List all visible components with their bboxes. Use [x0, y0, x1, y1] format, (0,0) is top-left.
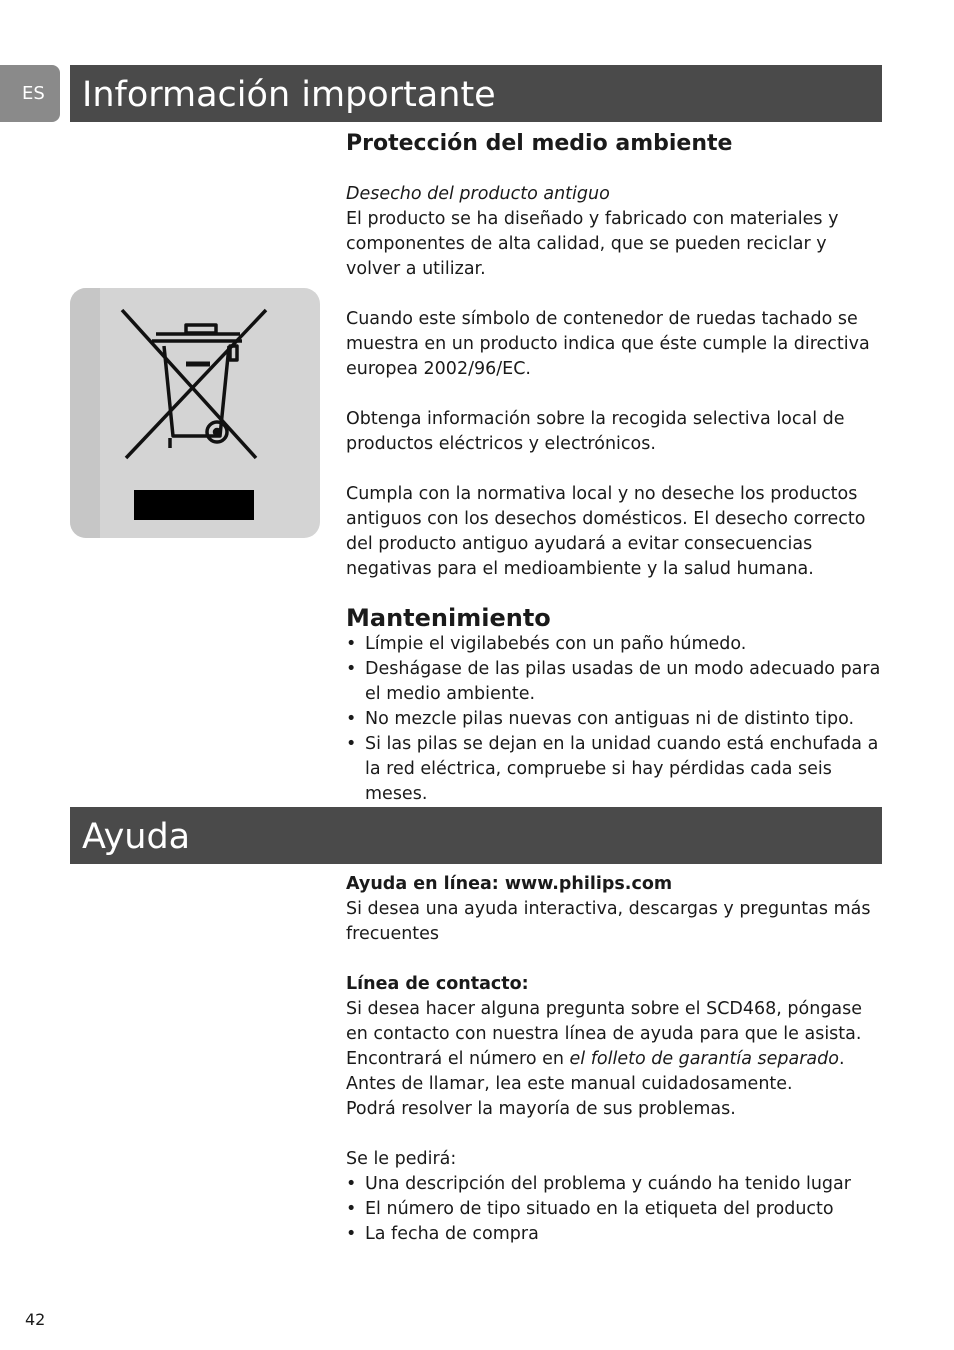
paragraph-materials: El producto se ha diseñado y fabricado con materiales y componentes de alta calidad, que se pueden reciclar y volver a utilizar. [346, 209, 839, 279]
environment-section [346, 130, 881, 582]
disposal-subheading: Desecho del producto antiguo [346, 184, 610, 204]
contact-text-4: Podrá resolver la mayoría de sus problemas. [346, 1099, 736, 1119]
paragraph-regulations: Cumpla con la normativa local y no deseche los productos antiguos con los desechos domésticos. El desecho correcto del producto antiguo ayudará a evitar consecuencias negativas para el medioambiente y la salud humana. [346, 484, 866, 579]
section-banner-help: Ayuda [70, 807, 882, 864]
list-item: • No mezcle pilas nuevas con antiguas ni de distinto tipo. [346, 707, 881, 732]
online-help-title: Ayuda en línea: www.philips.com [346, 874, 673, 894]
list-item: • Si las pilas se dejan en la unidad cuando está enchufada a la red eléctrica, compruebe si hay pérdidas cada seis meses. [346, 732, 881, 807]
list-item: • Una descripción del problema y cuándo ha tenido lugar [346, 1172, 881, 1197]
list-item: • El número de tipo situado en la etiqueta del producto [346, 1197, 881, 1222]
weee-symbol-panel [70, 288, 320, 538]
warranty-leaflet-ref: el folleto de garantía separado [569, 1049, 839, 1069]
ask-intro: Se le pedirá: [346, 1149, 457, 1169]
list-item: • Límpie el vigilabebés con un paño húmedo. [346, 632, 881, 657]
paragraph-collection: Obtenga información sobre la recogida selectiva local de productos eléctricos y electrónicos. [346, 409, 845, 454]
maintenance-heading: Mantenimiento [346, 604, 551, 632]
contact-text-3: Antes de llamar, lea este manual cuidadosamente. [346, 1074, 793, 1094]
ask-list [346, 1172, 881, 1247]
environment-heading: Protección del medio ambiente [346, 131, 733, 156]
contact-text-1: Si desea hacer alguna pregunta sobre el SCD468, póngase en contacto con nuestra línea de ayuda para que le asista. [346, 999, 863, 1044]
list-item: • Deshágase de las pilas usadas de un modo adecuado para el medio ambiente. [346, 657, 881, 707]
contact-text-2c: . [838, 1049, 845, 1069]
contact-text-2 [346, 1047, 881, 1072]
maintenance-list [346, 632, 881, 807]
contact-text-2a: Encontrará el número en [346, 1049, 570, 1069]
maintenance-section [346, 604, 881, 807]
paragraph-symbol: Cuando este símbolo de contenedor de ruedas tachado se muestra en un producto indica que éste cumple la directiva europea 2002/96/EC. [346, 309, 870, 379]
contact-line-title: Línea de contacto: [346, 974, 529, 994]
page-number: 42 [25, 1310, 46, 1329]
language-tab: ES [0, 65, 60, 122]
section-banner-important-info: Información importante [70, 65, 882, 122]
crossed-out-wheelie-bin-icon [70, 288, 320, 538]
list-item: • La fecha de compra [346, 1222, 881, 1247]
online-help-text: Si desea una ayuda interactiva, descargas y preguntas más frecuentes [346, 899, 871, 944]
help-section [346, 872, 881, 1247]
